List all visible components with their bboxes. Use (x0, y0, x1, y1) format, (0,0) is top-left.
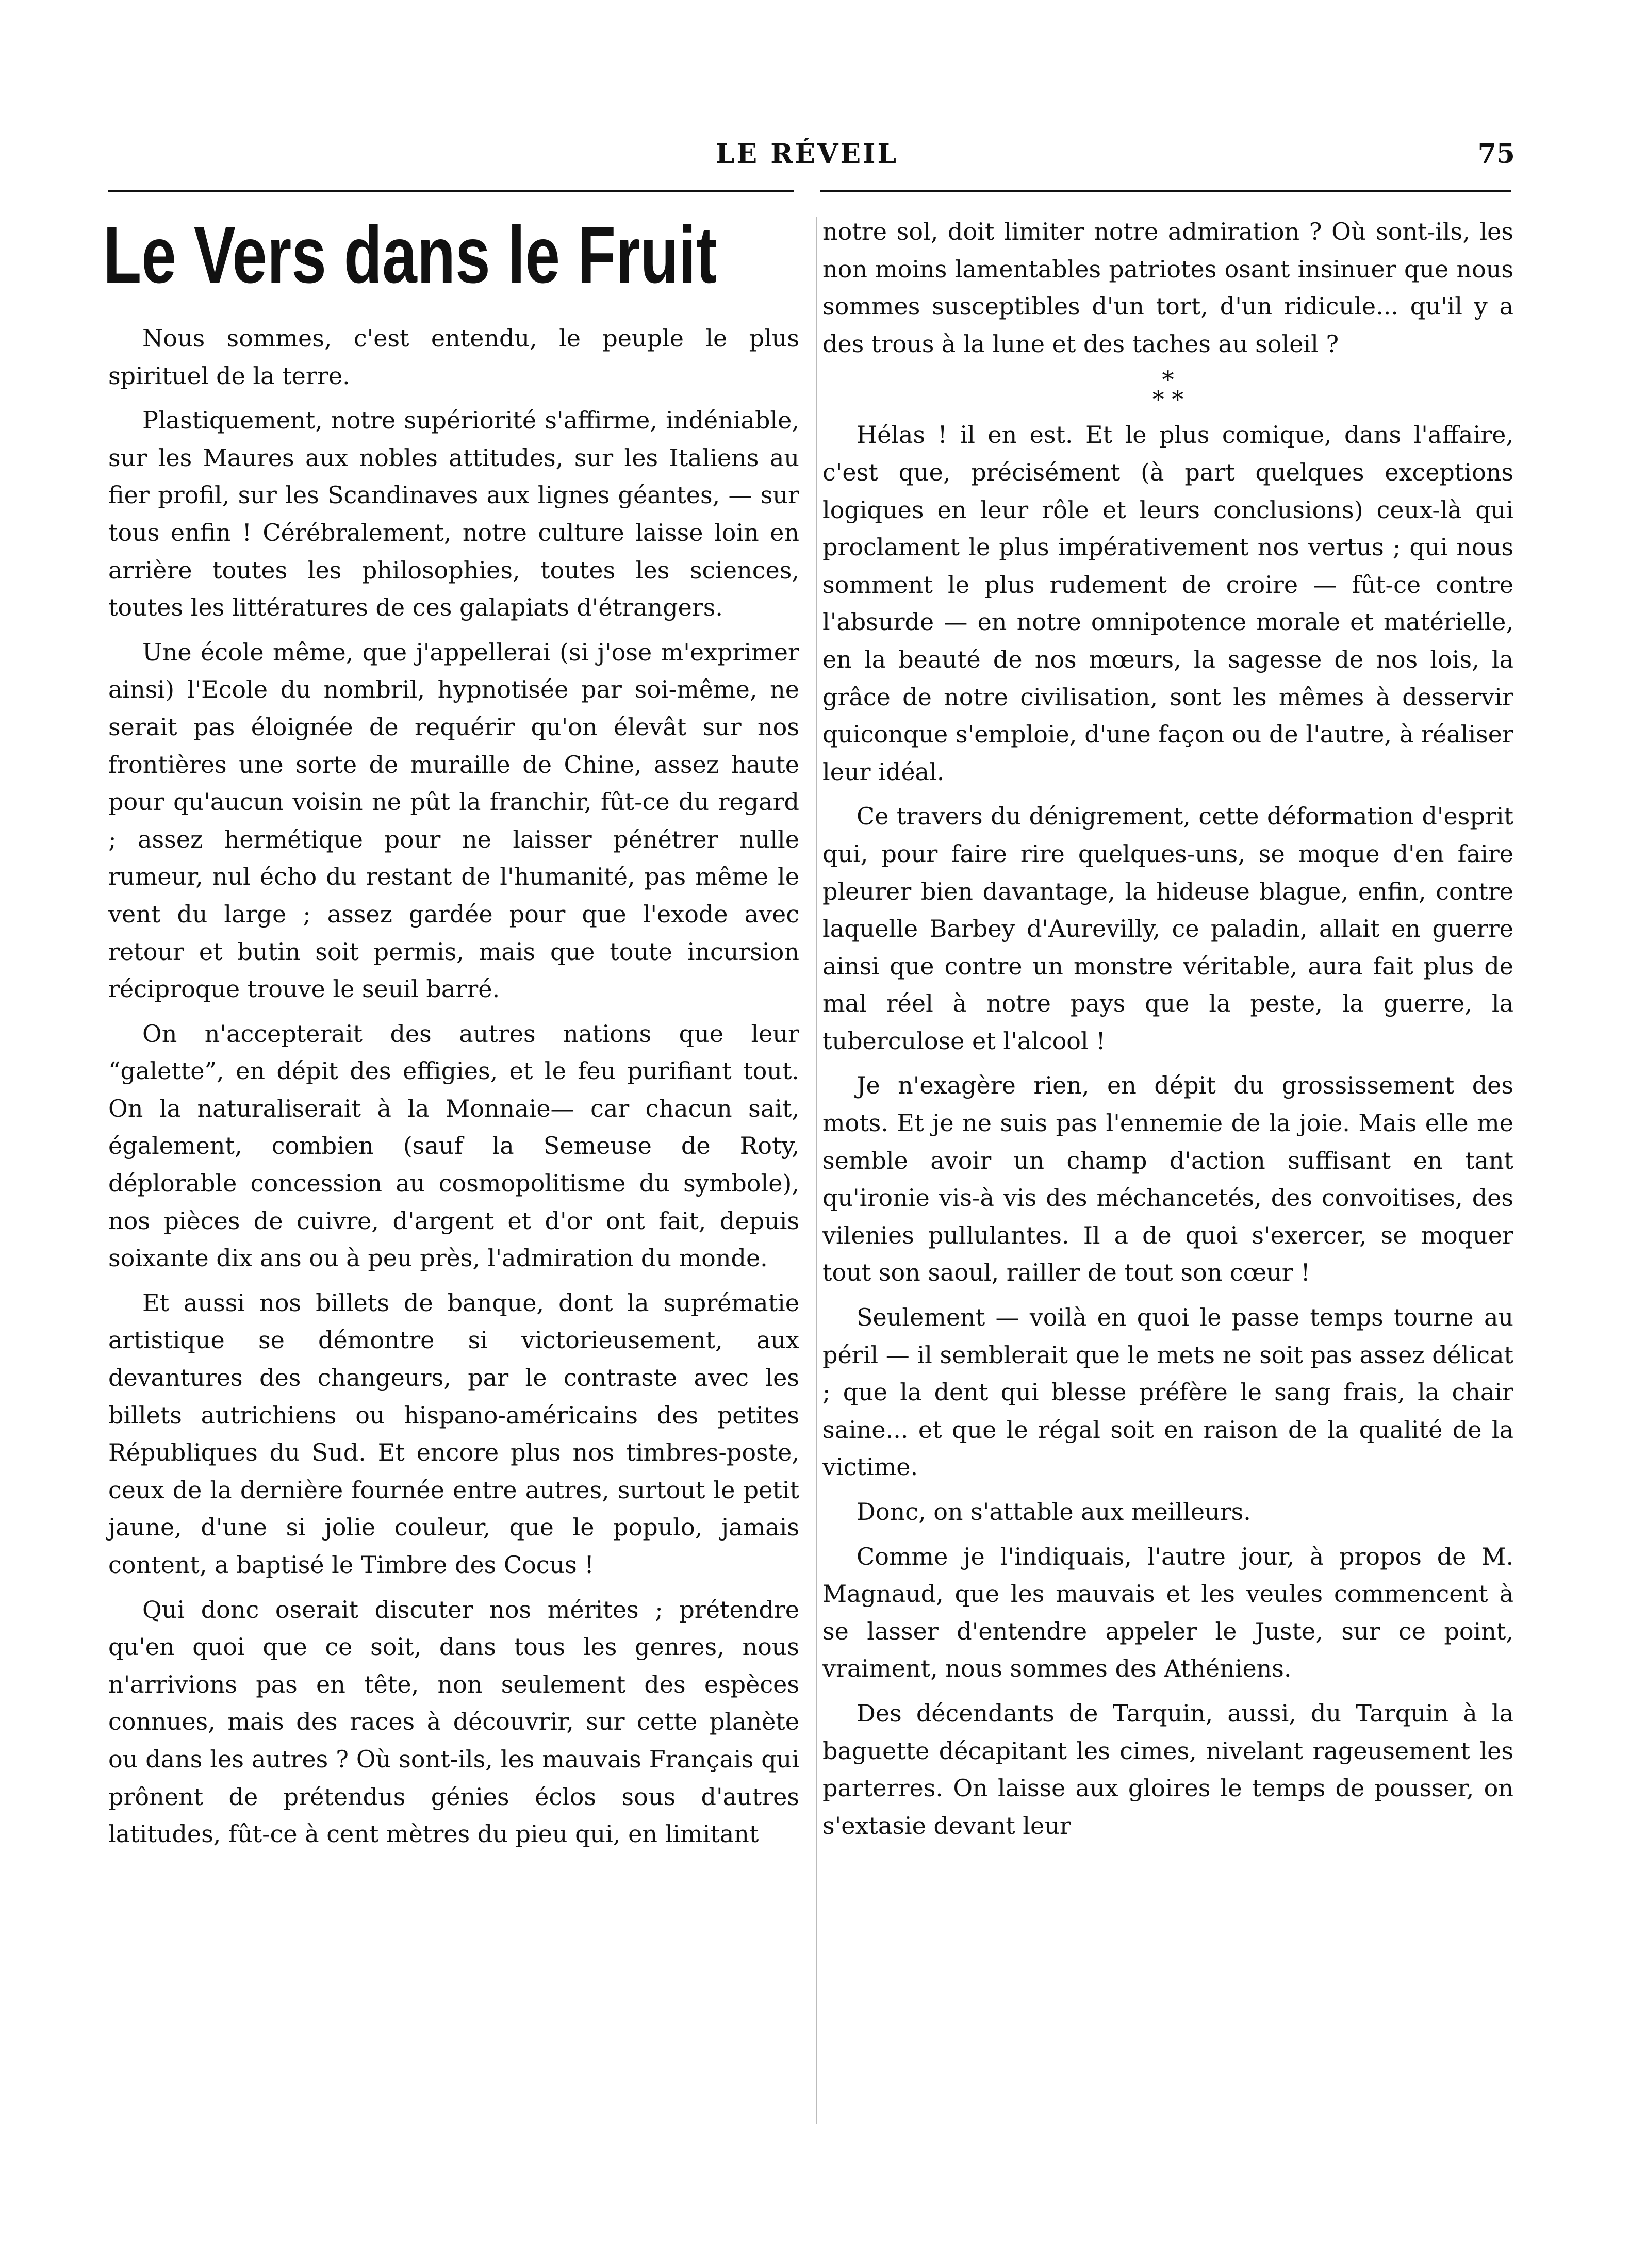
right-paragraph-3: Je n'exagère rien, en dépit du grossissement des mots. Et je ne suis pas l'ennemie de la joie. Mais elle me semble avoir un champ d'action suffisant en tant qu'ironie vis-à vis des méchancetés, des convoitises, des vilenies pullulantes. Il a de quoi s'exercer, se moquer tout son saoul, railler de tout son cœur ! (822, 1071, 1513, 1287)
right-paragraph-6: Comme je l'indiquais, l'autre jour, à propos de M. Magnaud, que les mauvais et les veules commencent à se lasser d'entendre appeler le Juste, sur ce point, vraiment, nous sommes des Athéniens. (822, 1542, 1513, 1683)
left-paragraph-2: Plastiquement, notre supériorité s'affirme, indéniable, sur les Maures aux nobles attitudes, sur les Italiens au fier profil, sur les Scandinaves aux lignes géantes, — sur tous enfin ! Cérébralement, notre culture laisse loin en arrière toutes les philosophies, toutes les sciences, toutes les littératures de ces galapiats d'étrangers. (108, 406, 799, 622)
left-paragraph-3: Une école même, que j'appellerai (si j'ose m'exprimer ainsi) l'Ecole du nombril, hypnotisée par soi-même, ne serait pas éloignée de requérir qu'on élevât sur nos frontières une sorte de muraille de Chine, assez haute pour qu'aucun voisin ne pût la franchir, fût-ce du regard ; assez hermétique pour ne laisser pénétrer nulle rumeur, nul écho du restant de l'humanité, pas même le vent du large ; assez gardée pour que l'exode avec retour et butin soit permis, mais que toute incursion réciproque trouve le seuil barré. (108, 638, 799, 1003)
right-column (822, 213, 1513, 1851)
right-paragraph-4: Seulement — voilà en quoi le passe temps tourne au péril — il semblerait que le mets ne soit pas assez délicat ; que la dent qui blesse préfère le sang frais, la chair saine... et que le régal soit en raison de la qualité de la victime. (822, 1303, 1513, 1481)
right-continuation: notre sol, doit limiter notre admiration ? Où sont-ils, les non moins lamentables patriotes osant insinuer que nous sommes susceptibles d'un tort, d'un ridicule... qu'il y a des trous à la lune et des taches au soleil ? (822, 218, 1513, 358)
section-break-asterism (822, 366, 1513, 413)
right-paragraph-5: Donc, on s'attable aux meilleurs. (857, 1498, 1251, 1526)
page-number: 75 (1477, 138, 1515, 170)
article-title: Le Vers dans le Fruit (103, 210, 717, 300)
left-paragraph-1: Nous sommes, c'est entendu, le peuple le plus spirituel de la terre. (108, 324, 799, 390)
right-paragraph-1: Hélas ! il en est. Et le plus comique, dans l'affaire, c'est que, précisément (à part quelques exceptions logiques en leur rôle et leurs conclusions) ceux-là qui proclament le plus impérativement nos vertus ; qui nous somment le plus rudement de croire — fût-ce contre l'absurde — en notre omnipotence morale et matérielle, en la beauté de nos mœurs, la sagesse de nos lois, la grâce de notre civilisation, sont les mêmes à desservir quiconque s'emploie, d'une façon ou de l'autre, à réaliser leur idéal. (822, 421, 1513, 786)
left-paragraph-5: Et aussi nos billets de banque, dont la suprématie artistique se démontre si victorieusement, aux devantures des changeurs, par le contraste avec les billets autrichiens ou hispano-américains des petites Républiques du Sud. Et encore plus nos timbres-poste, ceux de la dernière fournée entre autres, surtout le petit jaune, d'une si jolie couleur, que le populo, jamais content, a baptisé le Timbre des Cocus ! (108, 1288, 799, 1579)
right-paragraph-7: Des décendants de Tarquin, aussi, du Tarquin à la baguette décapitant les cimes, nivelant rageusement les parterres. On laisse aux gloires le temps de pousser, on s'extasie devant leur (822, 1699, 1513, 1840)
header-rule-right (820, 190, 1511, 192)
left-paragraph-6: Qui donc oserait discuter nos mérites ; prétendre qu'en quoi que ce soit, dans tous les genres, nous n'arrivions pas en tête, non seulement des espèces connues, mais des races à découvrir, sur cette planète ou dans les autres ? Où sont-ils, les mauvais Français qui prônent de prétendus génies éclos sous d'autres latitudes, fût-ce à cent mètres du pieu qui, en limitant (108, 1595, 799, 1848)
running-head-title: LE RÉVEIL (715, 138, 899, 170)
header-rule-left (108, 190, 794, 192)
left-paragraph-4: On n'accepterait des autres nations que leur “galette”, en dépit des effigies, et le feu purifiant tout. On la naturaliserait à la Monnaie— car chacun sait, également, combien (sauf la Semeuse de Roty, déplorable concession au cosmopolitisme du symbole), nos pièces de cuivre, d'argent et d'or ont fait, depuis soixante dix ans ou à peu près, l'admiration du monde. (108, 1019, 799, 1272)
right-paragraph-2: Ce travers du dénigrement, cette déformation d'esprit qui, pour faire rire quelques-uns, se moque d'en faire pleurer bien davantage, la hideuse blague, enfin, contre laquelle Barbey d'Aurevilly, ce paladin, allait en guerre ainsi que contre un monstre véritable, aura fait plus de mal réel à notre pays que la peste, la guerre, la tuberculose et l'alcool ! (822, 802, 1513, 1055)
left-column (108, 320, 799, 1860)
asterism-top: * (1162, 366, 1174, 394)
column-divider (816, 217, 817, 2124)
asterism-bottom: * * (1152, 385, 1184, 413)
